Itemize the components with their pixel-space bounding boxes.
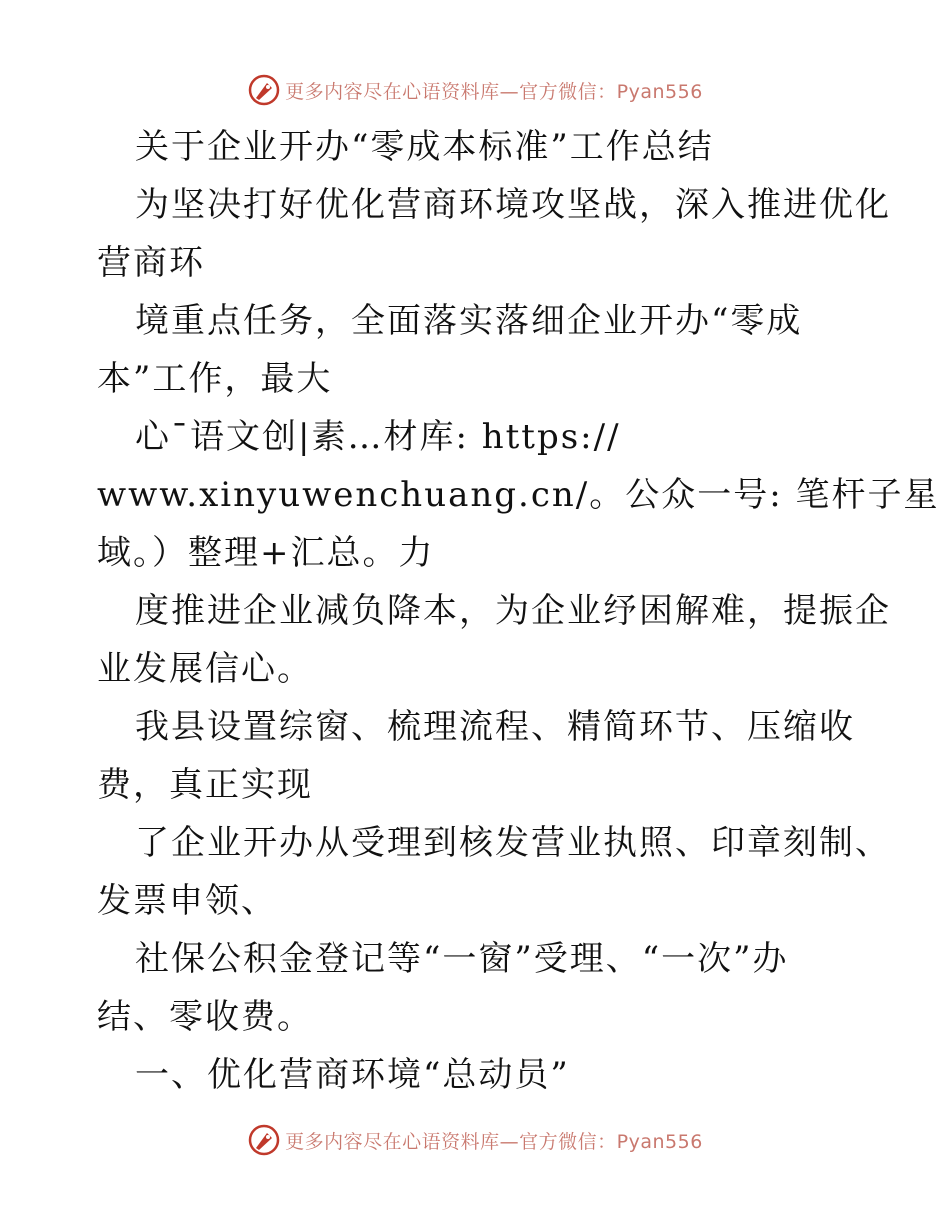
paragraph-line: 营商环 (97, 243, 205, 283)
pen-nib-logo-icon (247, 1123, 281, 1157)
paragraph-line: www.xinyuwenchuang.cn/。公众一号: 笔杆子星 (97, 475, 940, 515)
paragraph-line: 费，真正实现 (97, 765, 313, 805)
paragraph-line: 境重点任务，全面落实落细企业开办“零成 (135, 301, 803, 341)
paragraph-line: 结、零收费。 (97, 997, 313, 1037)
paragraph-line: 本”工作，最大 (97, 359, 333, 399)
document-title: 关于企业开办“零成本标准”工作总结 (135, 127, 714, 167)
paragraph-line: 了企业开办从受理到核发营业执照、印章刻制、 (135, 823, 891, 863)
header-banner (0, 70, 950, 110)
paragraph-line: 业发展信心。 (97, 649, 313, 689)
paragraph-line: 我县设置综窗、梳理流程、精简环节、压缩收 (135, 707, 855, 747)
pen-nib-logo-icon (247, 73, 281, 107)
paragraph-line: 发票申领、 (97, 881, 277, 921)
paragraph-line: 度推进企业减负降本，为企业纾困解难，提振企 (135, 591, 891, 631)
document-body (97, 118, 940, 1104)
section-heading: 一、优化营商环境“总动员” (135, 1055, 570, 1095)
footer-banner-text: 更多内容尽在心语资料库—官方微信：Pyan556 (285, 1130, 703, 1153)
paragraph-line: 域。）整理+汇总。力 (97, 533, 435, 573)
header-banner-text: 更多内容尽在心语资料库—官方微信：Pyan556 (285, 80, 703, 103)
paragraph-line: 社保公积金登记等“一窗”受理、“一次”办 (135, 939, 789, 979)
paragraph-line: 为坚决打好优化营商环境攻坚战，深入推进优化 (135, 185, 891, 225)
paragraph-line: 心¯语文创|素…材库: https:// (135, 417, 621, 457)
footer-banner (0, 1120, 950, 1160)
